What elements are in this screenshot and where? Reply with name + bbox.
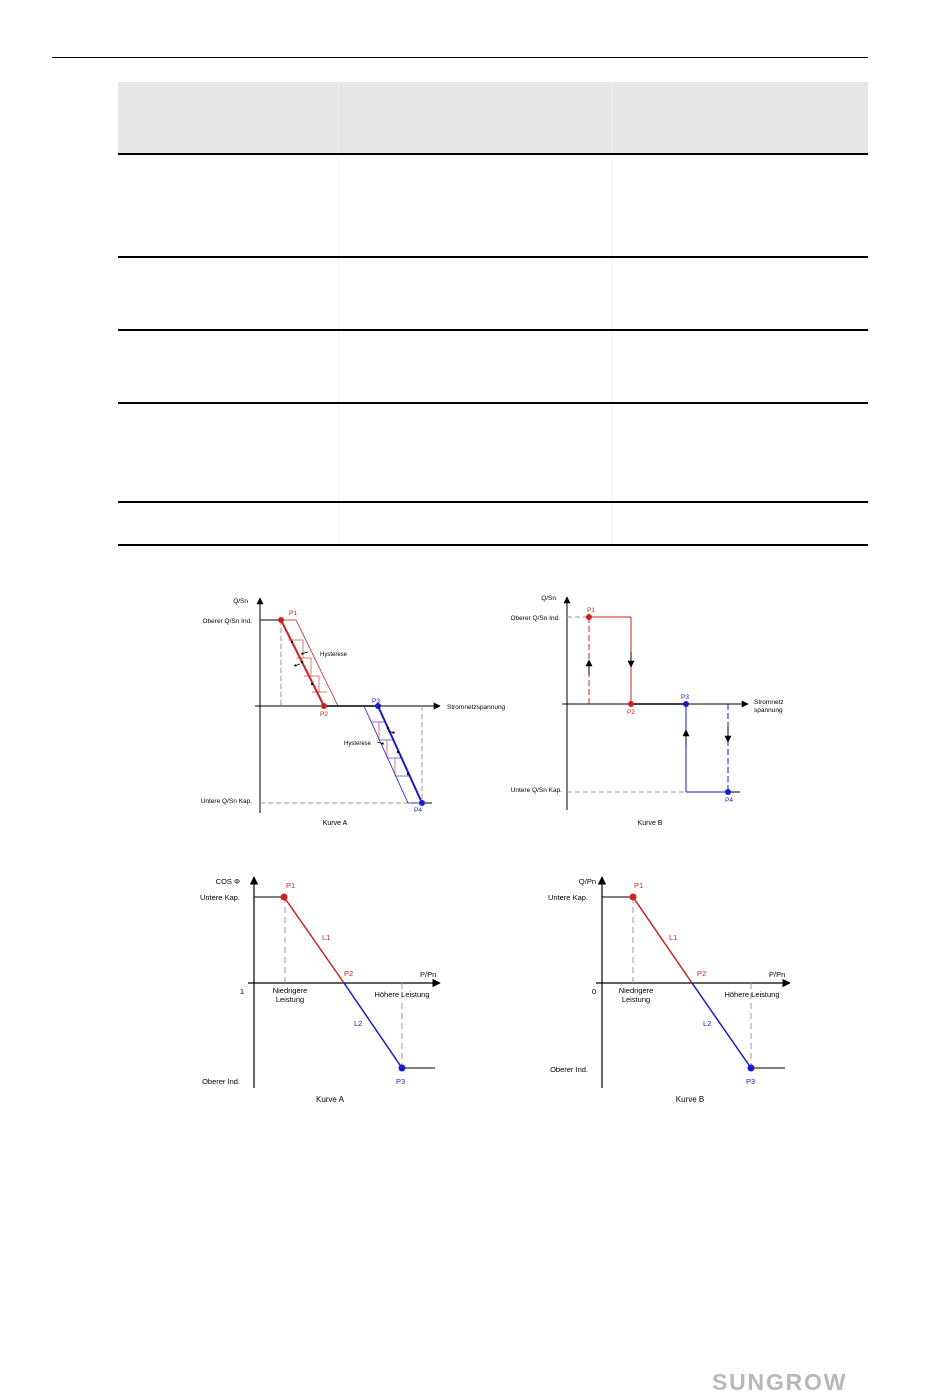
table-row: [118, 404, 868, 503]
point-p4-label: P4: [414, 807, 422, 814]
y-label-bottom: Oberer Ind.: [202, 1077, 240, 1086]
point-p4: [419, 800, 425, 806]
page-top-rule: [52, 57, 868, 58]
point-p2-label: P2: [627, 709, 635, 716]
x-axis-label-line1: Stromnetz: [754, 699, 784, 706]
line-l1: [284, 897, 344, 983]
point-p2-label: P2: [697, 969, 707, 978]
curve-dot: [407, 773, 409, 775]
point-p2: [321, 703, 327, 709]
line-l2-label: L2: [354, 1019, 363, 1028]
point-p4: [725, 789, 731, 795]
y-label-top: Oberer Q/Sn Ind.: [510, 615, 560, 622]
point-p1: [630, 894, 637, 901]
point-p3: [748, 1065, 755, 1072]
point-p2-label: P2: [320, 711, 328, 718]
chart-qp-curve-b: [540, 870, 800, 1110]
point-p3: [683, 701, 689, 707]
point-p2-label: P2: [344, 969, 354, 978]
y-label-middle: 1: [239, 987, 244, 996]
y-label-bottom: Untere Q/Sn Kap.: [200, 798, 252, 805]
chart-caption: Kurve A: [315, 1095, 345, 1104]
curve-dot: [301, 661, 303, 663]
line-l1-label: L1: [322, 933, 331, 942]
point-p2: [628, 701, 634, 707]
point-p1: [281, 894, 288, 901]
table-header-cell: [613, 82, 868, 153]
hysteresis-label: Hysterese: [344, 741, 372, 747]
x-axis-label: Stromnetzspannung: [447, 704, 506, 711]
line-l1-label: L1: [669, 933, 678, 942]
curve-dot: [397, 751, 399, 753]
y-label-bottom: Untere Q/Sn Kap.: [510, 787, 562, 794]
y-axis-label: Q/Sn: [233, 598, 248, 605]
y-axis-label: Q/Sn: [541, 595, 556, 602]
x-axis-label: P/Pn: [769, 970, 786, 979]
y-axis-label: Q/Pn: [578, 877, 596, 886]
point-p4-label: P4: [725, 797, 733, 804]
table-row: [118, 258, 868, 331]
sungrow-logo: [712, 1370, 869, 1392]
y-label-top: Untere Kap.: [199, 893, 240, 902]
logo-text: SUNGROW: [712, 1370, 848, 1392]
point-p1-label: P1: [587, 607, 595, 614]
chart-caption: Kurve A: [322, 820, 348, 827]
table-header-cell: [339, 82, 613, 153]
point-p1-label: P1: [289, 610, 297, 617]
chart-qu-curve-b: [505, 585, 795, 830]
table-header: [118, 82, 868, 155]
x-label-low-line2: Leistung: [621, 995, 651, 1004]
point-p1: [586, 614, 592, 620]
hysteresis-arrow: [294, 664, 300, 666]
chart-cosphi-curve-a: [190, 870, 450, 1110]
y-label-bottom: Oberer Ind.: [550, 1065, 588, 1074]
line-l2-label: L2: [703, 1019, 712, 1028]
table-row: [118, 155, 868, 258]
x-label-low-line1: Niedrigere: [618, 986, 654, 995]
hysteresis-arrow: [301, 652, 308, 654]
chart-qu-curve-a: [190, 585, 510, 830]
point-p3: [399, 1065, 406, 1072]
point-p3-label: P3: [681, 694, 689, 701]
point-p1: [278, 617, 284, 623]
table-row: [118, 503, 868, 546]
y-label-top: Untere Kap.: [547, 893, 588, 902]
curve-dot: [291, 641, 293, 643]
point-p1-label: P1: [634, 881, 644, 890]
point-p3-label: P3: [396, 1077, 406, 1086]
x-label-low-line2: Leistung: [275, 995, 305, 1004]
y-label-middle: 0: [591, 987, 596, 996]
y-label-top: Oberer Q/Sn Ind.: [202, 618, 252, 625]
x-label-low-line1: Niedrigere: [272, 986, 308, 995]
chart-caption: Kurve B: [637, 820, 663, 827]
x-axis-label-line2: spannung: [754, 707, 783, 714]
y-axis-label: COS Φ: [215, 877, 240, 886]
point-p1-label: P1: [286, 881, 296, 890]
curve-dot: [387, 727, 389, 729]
table-row: [118, 331, 868, 404]
x-label-high: Höhere Leistung: [724, 990, 780, 999]
parameter-table: [118, 82, 868, 546]
x-label-high: Höhere Leistung: [374, 990, 430, 999]
chart-caption: Kurve B: [675, 1095, 705, 1104]
point-p3-label: P3: [746, 1077, 756, 1086]
table-header-cell: [118, 82, 339, 153]
point-p3-label: P3: [372, 698, 380, 705]
line-l1: [633, 897, 692, 983]
curve-dot: [311, 683, 313, 685]
hysteresis-label: Hysterese: [320, 652, 348, 658]
hysteresis-band: [364, 706, 408, 803]
curve-segment-blue: [378, 706, 422, 803]
x-axis-label: P/Pn: [420, 970, 437, 979]
